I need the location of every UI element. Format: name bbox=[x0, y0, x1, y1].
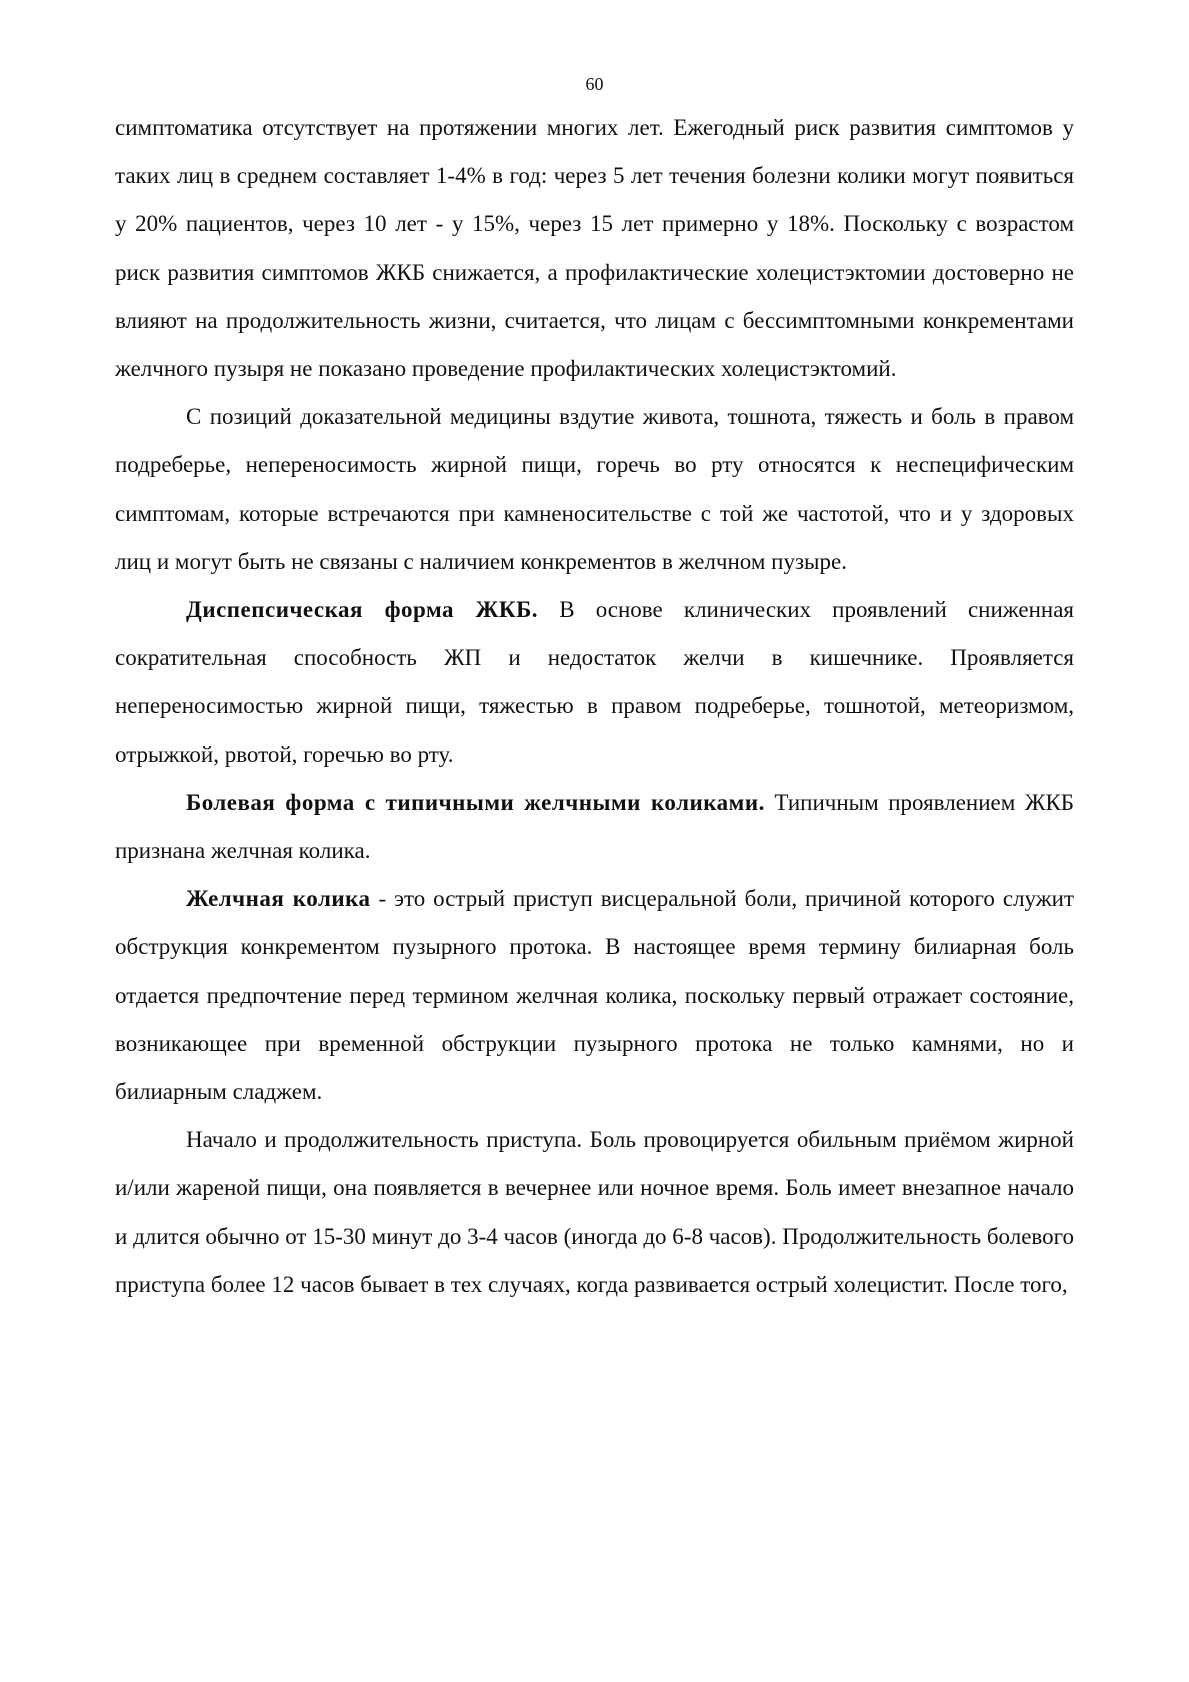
paragraph-heading: Болевая форма с типичными желчными коликами. bbox=[186, 789, 765, 815]
paragraph-dyspeptic-form bbox=[115, 586, 1074, 779]
paragraph-text: Начало и продолжительность приступа. Боль провоцируется обильным приёмом жирной и/или жареной пищи, она появляется в вечернее или ночное время. Боль имеет внезапное начало и длится обычно от 15-30 минут до 3-4 часов (иногда до 6-8 часов). Продолжительность болевого приступа более 12 часов бывает в тех случаях, когда развивается острый холецистит. После того, bbox=[115, 1127, 1074, 1297]
paragraph-text: С позиций доказательной медицины вздутие живота, тошнота, тяжесть и боль в правом подреберье, непереносимость жирной пищи, горечь во рту относятся к неспецифическим симптомам, которые встречаются при камненосительстве с той же частотой, что и у здоровых лиц и могут быть не связаны с наличием конкрементов в желчном пузыре. bbox=[115, 404, 1074, 574]
paragraph-text: - это острый приступ висцеральной боли, причиной которого служит обструкция конкрементом пузырного протока. В настоящее время термину билиарная боль отдается предпочтение перед термином желчная колика, поскольку первый отражает состояние, возникающее при временной обструкции пузырного протока не только камнями, но и билиарным сладжем. bbox=[115, 886, 1074, 1105]
paragraph-biliary-colic bbox=[115, 875, 1074, 1116]
paragraph-pain-form bbox=[115, 779, 1074, 875]
paragraph-heading: Диспепсическая форма ЖКБ. bbox=[186, 597, 539, 623]
paragraph-nonspecific-symptoms bbox=[115, 393, 1074, 586]
paragraph-text: В основе клинических проявлений сниженная сократительная способность ЖП и недостаток желчи в кишечнике. Проявляется непереносимостью жирной пищи, тяжестью в правом подреберье, тошнотой, метеоризмом, отрыжкой, рвотой, горечью во рту. bbox=[115, 597, 1074, 767]
document-body bbox=[115, 104, 1074, 1309]
paragraph-heading: Желчная колика bbox=[186, 886, 371, 912]
paragraph-text: Типичным проявлением ЖКБ признана желчная колика. bbox=[115, 789, 1074, 864]
paragraph-text: симптоматика отсутствует на протяжении многих лет. Ежегодный риск развития симптомов у таких лиц в среднем составляет 1-4% в год: через 5 лет течения болезни колики могут появиться у 20% пациентов, через 10 лет - у 15%, через 15 лет примерно у 18%. Поскольку с возрастом риск развития симптомов ЖКБ снижается, а профилактические холецистэктомии достоверно не влияют на продолжительность жизни, считается, что лицам с бессимптомными конкрементами желчного пузыря не показано проведение профилактических холецистэктомий. bbox=[115, 115, 1074, 382]
paragraph-attack-onset bbox=[115, 1116, 1074, 1309]
paragraph-asymptomatic-course bbox=[115, 104, 1074, 393]
page-number: 60 bbox=[585, 74, 604, 94]
